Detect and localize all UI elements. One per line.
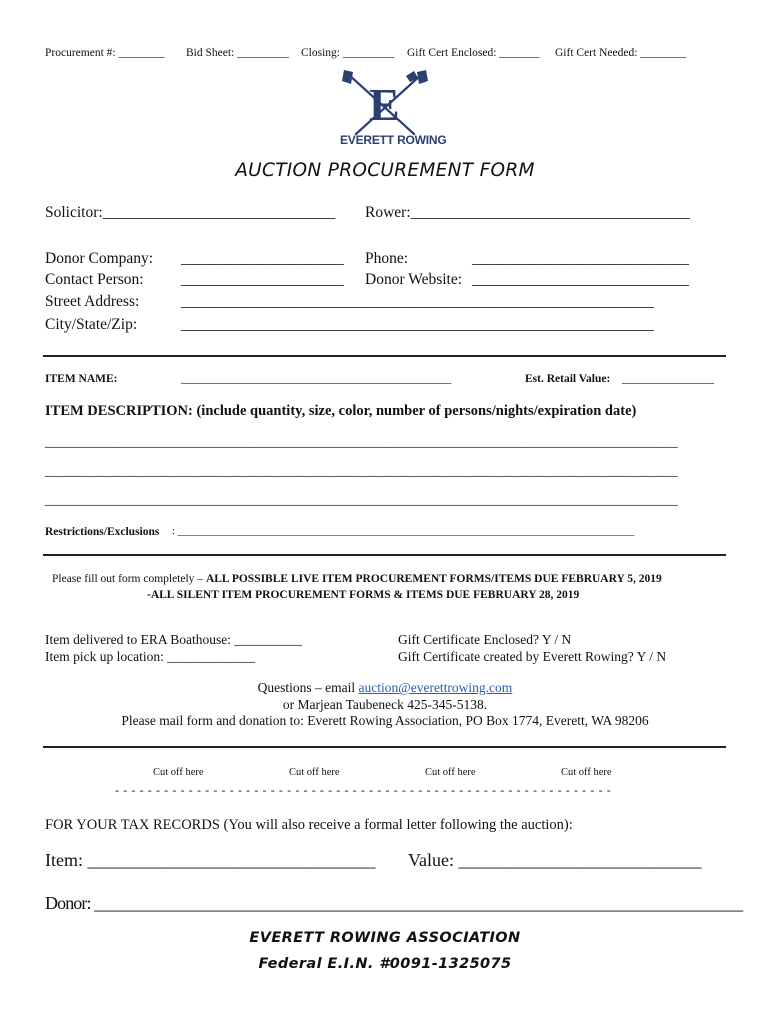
tax-value-field[interactable]: Value: ___________________________ bbox=[408, 850, 702, 870]
description-line[interactable]: _____________________________________________________________________________________________ bbox=[45, 464, 678, 479]
closing-field[interactable]: Closing: _________ bbox=[301, 47, 395, 59]
form-title: AUCTION PROCUREMENT FORM bbox=[235, 160, 535, 181]
tax-donor-field[interactable]: Donor: ________________________________________________________________________________ bbox=[45, 893, 743, 913]
solicitor-field[interactable]: Solicitor:______________________________ bbox=[45, 204, 336, 221]
gift-cert-enclosed-question[interactable]: Gift Certificate Enclosed? Y / N bbox=[398, 632, 572, 647]
cut-off-label: Cut off here bbox=[289, 767, 340, 778]
donor-website-input[interactable]: ____________________________ bbox=[472, 271, 689, 288]
federal-ein: Federal E.I.N. #0091-1325075 bbox=[258, 956, 512, 972]
deadline-live-text: ALL POSSIBLE LIVE ITEM PROCUREMENT FORMS/ITEMS DUE FEBRUARY 5, 2019 bbox=[205, 573, 662, 585]
phone-label: Phone: bbox=[365, 250, 409, 267]
questions-prefix: Questions – email bbox=[257, 680, 359, 695]
restrictions-label: Restrictions/Exclusions bbox=[45, 526, 160, 538]
city-state-zip-label: City/State/Zip: bbox=[45, 316, 138, 333]
logo-text: EVERETT ROWING bbox=[340, 133, 447, 147]
item-description-heading: ITEM DESCRIPTION: (include quantity, size, color, number of persons/nights/expiration date) bbox=[45, 403, 637, 419]
description-line[interactable]: _____________________________________________________________________________________________ bbox=[45, 493, 678, 508]
tax-records-heading: FOR YOUR TAX RECORDS (You will also receive a formal letter following the auction): bbox=[45, 817, 573, 833]
street-address-label: Street Address: bbox=[45, 293, 140, 310]
item-name-label: ITEM NAME: bbox=[45, 373, 118, 385]
deadline-live-items bbox=[52, 573, 662, 585]
donor-company-input[interactable]: _____________________ bbox=[181, 250, 344, 267]
logo-letter: E bbox=[369, 79, 400, 130]
auction-email-link[interactable]: auction@everettrowing.com bbox=[358, 680, 513, 695]
organization-name: EVERETT ROWING ASSOCIATION bbox=[249, 930, 521, 946]
tax-item-field[interactable]: Item: ________________________________ bbox=[45, 850, 376, 870]
alternate-contact: or Marjean Taubeneck 425-345-5138. bbox=[282, 697, 488, 712]
questions-line bbox=[0, 680, 770, 696]
gift-cert-enclosed-field[interactable]: Gift Cert Enclosed: _______ bbox=[407, 47, 540, 59]
divider bbox=[43, 355, 726, 357]
donor-website-label: Donor Website: bbox=[365, 271, 463, 288]
divider bbox=[43, 746, 726, 748]
cut-off-label: Cut off here bbox=[153, 767, 204, 778]
item-delivered-field[interactable]: Item delivered to ERA Boathouse: __________ bbox=[45, 632, 302, 647]
item-pickup-field[interactable]: Item pick up location: _____________ bbox=[45, 649, 255, 664]
restrictions-input[interactable]: : _______________________________________________________________________________________ bbox=[172, 526, 635, 537]
cut-off-label: Cut off here bbox=[561, 767, 612, 778]
donor-company-label: Donor Company: bbox=[45, 250, 154, 267]
cut-line: - - - - - - - - - - - - - - - - - - - - - - - - - - - - - - - - - - - - - - - - - - - - - - - - - - - - - - - - - - - - - bbox=[115, 783, 612, 797]
mailing-instructions: Please mail form and donation to: Everett Rowing Association, PO Box 1774, Everett, WA 98206 bbox=[121, 713, 649, 728]
phone-input[interactable]: ____________________________ bbox=[472, 250, 689, 267]
rower-field[interactable]: Rower:____________________________________ bbox=[365, 204, 690, 221]
item-name-input[interactable]: _______________________________________________ bbox=[181, 373, 452, 385]
deadline-intro: Please fill out form completely – bbox=[52, 573, 206, 585]
divider bbox=[43, 554, 726, 556]
retail-value-input[interactable]: ________________ bbox=[622, 373, 714, 385]
gift-cert-created-question[interactable]: Gift Certificate created by Everett Rowing? Y / N bbox=[398, 649, 667, 664]
deadline-silent-items: -ALL SILENT ITEM PROCUREMENT FORMS & ITEMS DUE FEBRUARY 28, 2019 bbox=[147, 589, 580, 601]
city-state-zip-input[interactable]: _____________________________________________________________ bbox=[181, 316, 654, 333]
bid-sheet-field[interactable]: Bid Sheet: _________ bbox=[186, 47, 289, 59]
street-address-input[interactable]: _____________________________________________________________ bbox=[181, 293, 654, 310]
contact-person-input[interactable]: _____________________ bbox=[181, 271, 344, 288]
contact-person-label: Contact Person: bbox=[45, 271, 144, 288]
description-line[interactable]: _____________________________________________________________________________________________ bbox=[45, 435, 678, 450]
cut-off-label: Cut off here bbox=[425, 767, 476, 778]
procurement-number-field[interactable]: Procurement #: ________ bbox=[45, 47, 165, 59]
gift-cert-needed-field[interactable]: Gift Cert Needed: ________ bbox=[555, 47, 687, 59]
retail-value-label: Est. Retail Value: bbox=[525, 373, 611, 385]
